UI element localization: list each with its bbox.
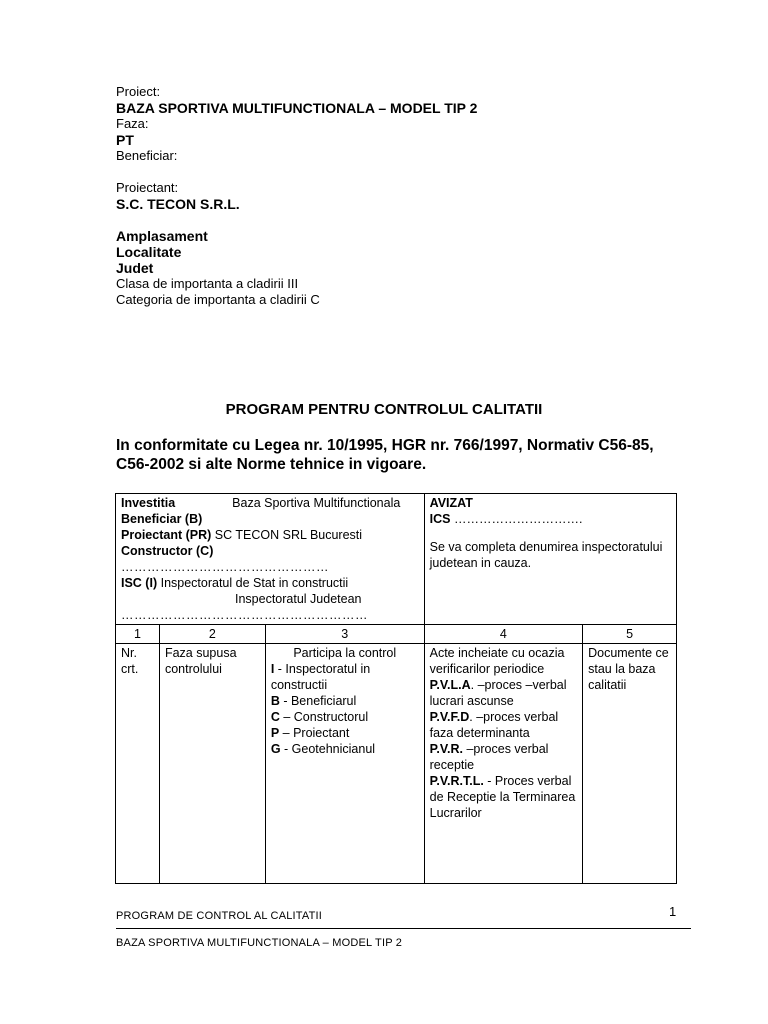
avizat-cell: [424, 494, 676, 625]
quality-control-table: [115, 493, 677, 884]
acte-item: P.V.F.D. –proces verbal faza determinanta: [429, 710, 559, 740]
conformity-statement: In conformitate cu Legea nr. 10/1995, HGR nr. 766/1997, Normativ C56-85, C56-2002 si alte Norme tehnice in vigoare.: [116, 437, 654, 473]
isc-value-2: Inspectoratul Judetean: [235, 592, 362, 606]
col-number-4: 4: [424, 625, 582, 644]
dotted-line-2: …………………………………………………: [121, 608, 368, 622]
ics-label: ICS: [429, 512, 451, 526]
avizat-label: AVIZAT: [429, 496, 473, 510]
participant-item: G - Geotehnicianul: [270, 742, 376, 756]
col-faza-supusa: Faza supusa controlului: [159, 644, 265, 884]
participant-item: C – Constructorul: [270, 710, 369, 724]
ics-dots: ………………………….: [453, 512, 583, 526]
acte-intro: Acte incheiate cu ocazia verificarilor periodice: [429, 646, 565, 676]
col-nr-crt: Nr. crt.: [116, 644, 160, 884]
dotted-line: …………………………………………: [121, 560, 329, 574]
col-number-5: 5: [583, 625, 677, 644]
acte-item: P.V.R.T.L. - Proces verbal de Receptie la Terminarea Lucrarilor: [429, 774, 576, 820]
participa-title: Participa la control: [293, 646, 397, 660]
investitia-value: Baza Sportiva Multifunctionala: [232, 496, 401, 510]
judet-label: Judet: [116, 260, 154, 276]
col-number-3: 3: [265, 625, 424, 644]
participant-item: B - Beneficiarul: [270, 694, 357, 708]
faza-value: PT: [116, 132, 134, 148]
participant-item: I - Inspectoratul in constructii: [270, 662, 371, 692]
amplasament-label: Amplasament: [116, 228, 208, 244]
beneficiar-label: Beneficiar:: [116, 148, 178, 163]
col-documente: Documente ce stau la baza calitatii: [583, 644, 677, 884]
avizat-note: Se va completa denumirea inspectoratului judetean in cauza.: [429, 540, 663, 570]
proiect-value: BAZA SPORTIVA MULTIFUNCTIONALA – MODEL TIP 2: [116, 100, 478, 116]
project-header: [116, 84, 477, 308]
footer-title: PROGRAM DE CONTROL AL CALITATII: [116, 910, 323, 922]
proiectant-value: S.C. TECON S.R.L.: [116, 196, 240, 212]
proiectant-label: Proiectant:: [116, 180, 179, 195]
proiect-label: Proiect:: [116, 84, 161, 99]
participant-item: P – Proiectant: [270, 726, 350, 740]
proiectant-pr-value: SC TECON SRL Bucuresti: [214, 528, 363, 542]
col-number-1: 1: [116, 625, 160, 644]
col-acte: [424, 644, 582, 884]
col-participa: [265, 644, 424, 884]
acte-item: P.V.L.A. –proces –verbal lucrari ascunse: [429, 678, 567, 708]
isc-label: ISC (I): [121, 576, 158, 590]
document-title: PROGRAM PENTRU CONTROLUL CALITATII: [225, 401, 543, 418]
clasa-importanta: Clasa de importanta a cladirii III: [116, 276, 299, 291]
beneficiar-b-label: Beneficiar (B): [121, 512, 203, 526]
isc-value: Inspectoratul de Stat in constructii: [160, 576, 349, 590]
spacer: [116, 212, 477, 228]
col-number-2: 2: [159, 625, 265, 644]
acte-item: P.V.R. –proces verbal receptie: [429, 742, 549, 772]
constructor-c-label: Constructor (C): [121, 544, 214, 558]
footer-divider: [116, 928, 691, 929]
proiectant-pr-label: Proiectant (PR): [121, 528, 212, 542]
project-info-cell: [116, 494, 425, 625]
categoria-importanta: Categoria de importanta a cladirii C: [116, 292, 320, 307]
page-number: 1: [669, 904, 677, 919]
faza-label: Faza:: [116, 116, 149, 131]
footer-project: BAZA SPORTIVA MULTIFUNCTIONALA – MODEL TIP 2: [116, 937, 403, 949]
spacer: [116, 164, 477, 180]
localitate-label: Localitate: [116, 244, 182, 260]
investitia-label: Investitia: [121, 496, 176, 510]
